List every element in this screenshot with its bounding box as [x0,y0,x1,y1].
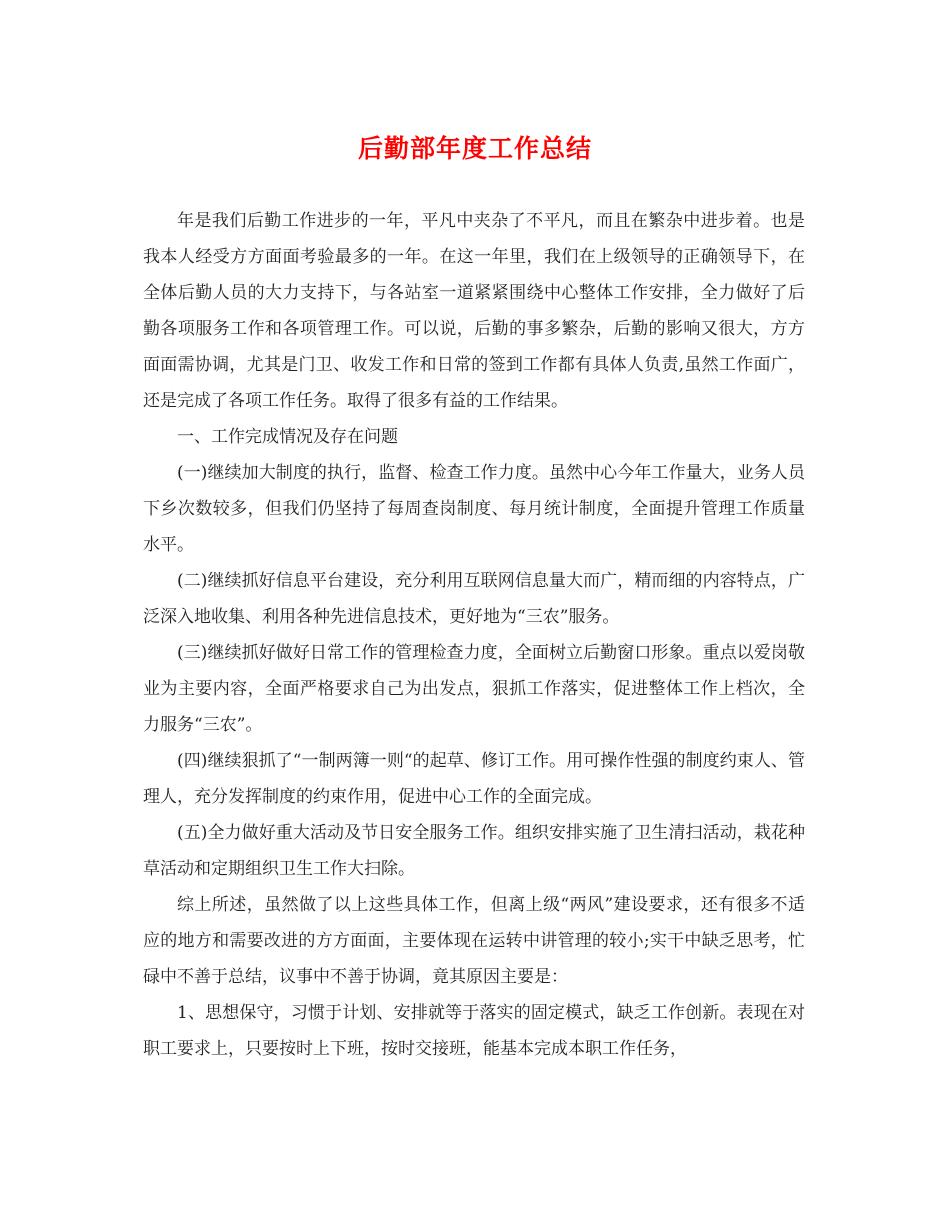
paragraph-item-1: (一)继续加大制度的执行，监督、检查工作力度。虽然中心今年工作量大，业务人员下乡次数较多，但我们仍坚持了每周查岗制度、每月统计制度，全面提升管理工作质量水平。 [143,463,805,555]
paragraph-intro: 年是我们后勤工作进步的一年，平凡中夹杂了不平凡，而且在繁杂中进步着。也是我本人经受方方面面考验最多的一年。在这一年里，我们在上级领导的正确领导下，在全体后勤人员的大力支持下，与各站室一道紧紧围绕中心整体工作安排，全力做好了后勤各项服务工作和各项管理工作。可以说，后勤的事多繁杂，后勤的影响又很大，方方面面需协调，尤其是门卫、收发工作和日常的签到工作都有具体人负责,虽然工作面广，还是完成了各项工作任务。取得了很多有益的工作结果。 [143,211,805,411]
paragraph-item-2: (二)继续抓好信息平台建设，充分利用互联网信息量大而广，精而细的内容特点，广泛深入地收集、利用各种先进信息技术，更好地为“三农”服务。 [143,571,805,627]
paragraph-reason-1: 1、思想保守，习惯于计划、安排就等于落实的固定模式，缺乏工作创新。表现在对职工要求上，只要按时上下班，按时交接班，能基本完成本职工作任务， [143,1003,805,1059]
paragraph-item-4: (四)继续狠抓了“一制两簿一则“的起草、修订工作。用可操作性强的制度约束人、管理人，充分发挥制度的约束作用，促进中心工作的全面完成。 [143,751,805,807]
paragraph-item-3: (三)继续抓好做好日常工作的管理检查力度，全面树立后勤窗口形象。重点以爱岗敬业为主要内容，全面严格要求自己为出发点，狠抓工作落实，促进整体工作上档次，全力服务“三农”。 [143,643,805,735]
document-title: 后勤部年度工作总结 [357,134,592,163]
paragraph-summary: 综上所述，虽然做了以上这些具体工作，但离上级“两风”建设要求，还有很多不适应的地方和需要改进的方方面面，主要体现在运转中讲管理的较小;实干中缺乏思考，忙碌中不善于总结，议事中不善于协调，竟其原因主要是： [143,895,805,987]
document-body [143,203,805,1067]
paragraph-item-5: (五)全力做好重大活动及节日安全服务工作。组织安排实施了卫生清扫活动，栽花种草活动和定期组织卫生工作大扫除。 [143,823,805,879]
section-heading-1: 一、工作完成情况及存在问题 [177,427,398,447]
